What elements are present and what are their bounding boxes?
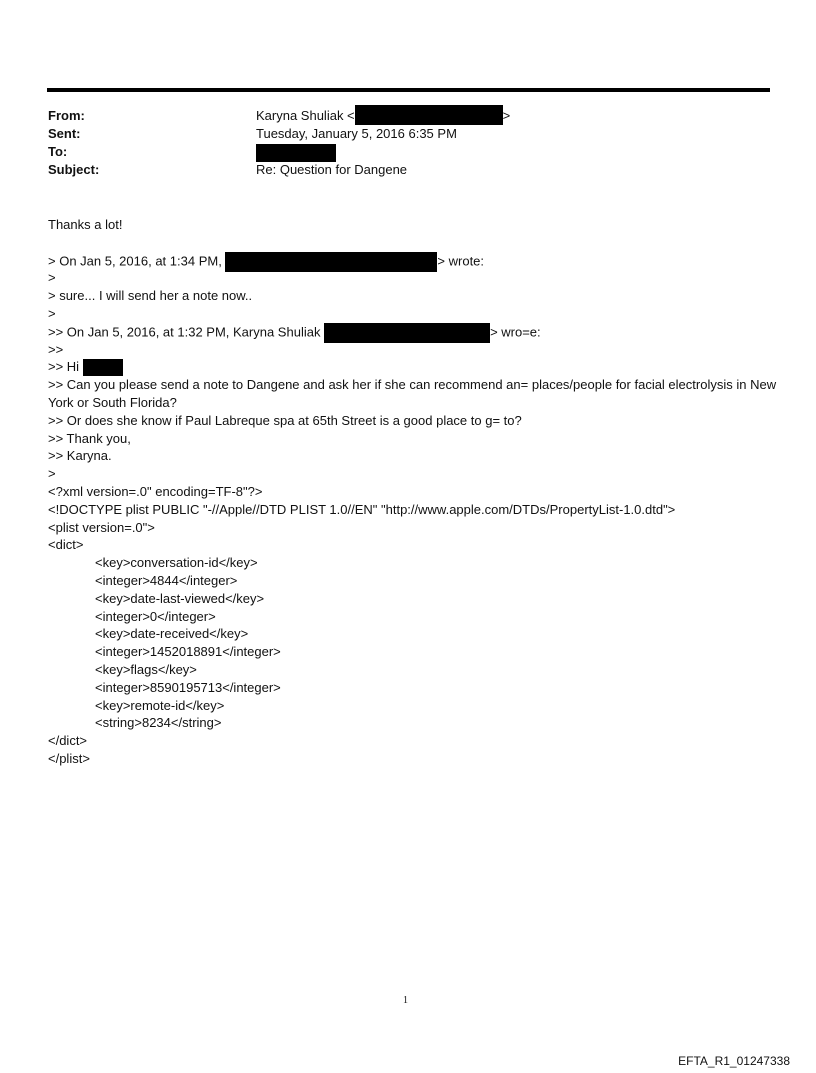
dict-line: <string>8234</string> [95, 715, 222, 731]
redaction-box [324, 323, 490, 343]
thanks-line: Thanks a lot! [48, 217, 123, 232]
plist-close: </plist> [48, 750, 90, 766]
subject-value: Re: Question for Dangene [256, 162, 408, 177]
dict-line: <key>flags</key> [95, 661, 197, 677]
redaction-box [83, 359, 123, 376]
sent-value: Tuesday, January 5, 2016 6:35 PM [256, 126, 457, 141]
dict-line: <key>date-received</key> [95, 626, 249, 642]
header-rule [47, 88, 770, 92]
dict-line: <integer>1452018891</integer> [95, 644, 281, 660]
email-body [48, 216, 778, 768]
dict-line: <key>date-last-viewed</key> [95, 590, 265, 606]
from-value [256, 107, 510, 125]
dict-line: <integer>0</integer> [95, 608, 216, 624]
greeting-text: >> Hi [48, 359, 83, 375]
to-value [256, 143, 336, 162]
quote-line: >> Thank you, [48, 430, 131, 446]
bates-number: EFTA_R1_01247338 [678, 1054, 790, 1068]
quote-line: > [48, 305, 56, 321]
dict-line: <integer>8590195713</integer> [95, 679, 281, 695]
quote-2-prefix: >> On Jan 5, 2016, at 1:32 PM, Karyna Shuliak [48, 324, 325, 340]
quote-header-1 [48, 252, 778, 270]
xml-declaration: <?xml version=.0" encoding=TF-8"?> [48, 483, 263, 499]
quote-line: >> Or does she know if Paul Labreque spa at 65th Street is a good place to g= to? [48, 412, 522, 428]
plist-open: <plist version=.0"> [48, 519, 155, 535]
from-close: > [502, 108, 511, 123]
quote-line: > sure... I will send her a note now.. [48, 288, 253, 304]
from-name: Karyna Shuliak < [256, 108, 355, 123]
dict-line: <key>conversation-id</key> [95, 555, 258, 571]
quote-line: > [48, 270, 56, 286]
page-number: 1 [403, 995, 408, 1006]
quote-line: >> Karyna. [48, 448, 112, 464]
dict-open: <dict> [48, 537, 84, 553]
quote-line: >> [48, 341, 64, 357]
quote-1-prefix: > On Jan 5, 2016, at 1:34 PM, [48, 253, 226, 269]
sent-label: Sent: [48, 126, 81, 141]
quote-header-2 [48, 323, 778, 341]
subject-label: Subject: [48, 162, 100, 177]
quote-2-suffix: > wro=e: [490, 324, 541, 340]
to-label: To: [48, 144, 68, 159]
doctype-line: <!DOCTYPE plist PUBLIC "-//Apple//DTD PLIST 1.0//EN" "http://www.apple.com/DTDs/PropertyList-1.0.dtd"> [48, 501, 676, 517]
request-line: >> Can you please send a note to Dangene and ask her if she can recommend an= places/people for facial electrolysis in New York or South Florida? [48, 377, 777, 410]
quote-line: > [48, 466, 56, 482]
dict-close: </dict> [48, 733, 88, 749]
redaction-box [225, 252, 437, 272]
greeting-line [48, 358, 778, 376]
dict-line: <key>remote-id</key> [95, 697, 225, 713]
dict-line: <integer>4844</integer> [95, 572, 238, 588]
redaction-box [355, 105, 503, 125]
quote-1-suffix: > wrote: [437, 253, 485, 269]
from-label: From: [48, 108, 85, 123]
redaction-box [256, 144, 336, 162]
